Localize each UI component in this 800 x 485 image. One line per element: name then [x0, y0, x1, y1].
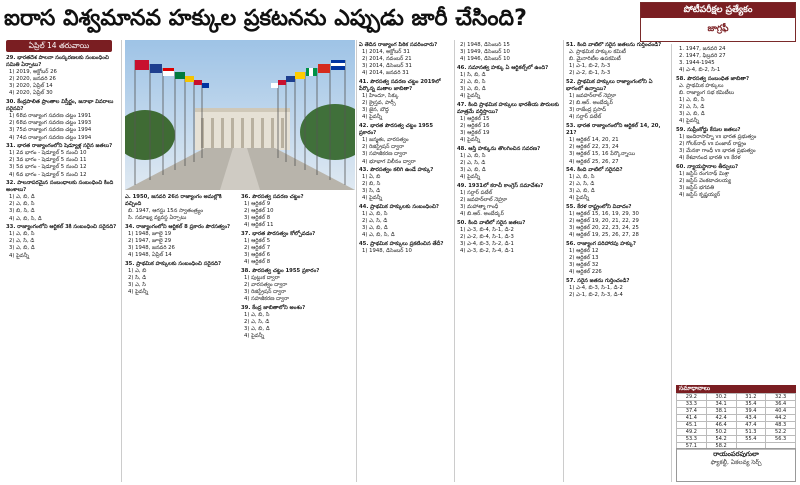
- question-option: 4) భూభాగ విలీనం ద్వారా: [362, 158, 416, 165]
- question-block: [6, 143, 118, 178]
- question-text: 45. ప్రాథమిక హక్కులు ప్రకటించిన తేదీ?: [359, 241, 444, 248]
- question-option: 1) ఎ, బి: [128, 267, 147, 274]
- question-block: [676, 46, 796, 74]
- question-block: [359, 167, 452, 202]
- column-rule: [563, 40, 564, 482]
- question-block: [359, 204, 452, 239]
- question-option: 3) ఎ, బి, డి: [460, 86, 486, 93]
- answer-row: [677, 401, 796, 408]
- answer-cell: 39.4: [736, 408, 766, 415]
- question-option: 2) క్రైస్తవ, పార్సీ: [362, 100, 396, 107]
- question-option: 2. 1947, ఫిబ్రవరి 27: [679, 53, 726, 60]
- question-option: బి. రాజ్యాంగ సభ కమిటీలు: [679, 90, 735, 97]
- question-option: 2) ఎ, సి, డి: [9, 238, 35, 245]
- question-option: 4) 6వ భాగం - షెడ్యూల్ 5 నుంచి 12: [9, 171, 87, 178]
- question-option: 2) ఎ, బి, సి: [9, 201, 35, 208]
- question-block: [241, 305, 354, 340]
- question-text: 60. న్యాయస్థానాల తీర్పులు?: [676, 164, 739, 170]
- question-option: 4) ఆర్టికల్ 19, 25, 26, 27, 28: [569, 232, 639, 239]
- author-designation: ఫ్యాకల్టీ, ఏకలవ్య సెర్చ్: [710, 459, 762, 466]
- question-text: 37. భారత పౌరసత్వం కోల్పోవడం?: [241, 230, 316, 237]
- question-block: [566, 79, 669, 122]
- question-option: 3) జైన, బౌద్ధ: [362, 107, 389, 114]
- question-option: 1) ఎ, బి, సి: [362, 211, 388, 218]
- answer-row: [677, 394, 796, 401]
- question-option: 3) ఎ, బి, డి: [569, 188, 595, 195]
- question-option: 1) ఎ-3, బి-4, సి-1, డి-2: [460, 226, 514, 233]
- question-block: [566, 204, 669, 239]
- question-option: 2) ఆర్టికల్ 19, 20, 21, 22, 29: [569, 218, 639, 225]
- question-option: 4) ఎ, బి, సి, డి: [362, 232, 395, 239]
- answer-cell: 30.2: [706, 394, 736, 401]
- question-block: [457, 183, 561, 218]
- photo-illustration: [125, 40, 355, 190]
- question-block: [6, 99, 118, 142]
- headline: ఐరాస విశ్వమానవ హక్కుల ప్రకటనను ఎప్పుడు జారీ చేసింది?: [4, 6, 527, 31]
- question-option: 1) జవహర్‌లాల్ నెహ్రూ: [569, 93, 617, 100]
- question-text: 43. పౌరసత్వం కలిగి ఉండే హక్కు?: [359, 167, 434, 174]
- question-option: 1) ఎ, బి, సి: [460, 152, 486, 159]
- question-option: 4) ఎ-4, బి-2, సి-1: [679, 67, 721, 74]
- question-option: 4) జస్టిస్ కృష్ణయ్యర్: [679, 192, 721, 199]
- answer-cell: 38.1: [706, 408, 736, 415]
- question-option: 2) సి, డి: [128, 275, 147, 282]
- question-option: 3) మేనకా గాంధీ vs భారత ప్రభుత్వం: [679, 148, 756, 155]
- question-option: 1) ఆర్టికల్ 5: [244, 238, 271, 245]
- question-option: 3) ఆర్టికల్ 8: [244, 215, 271, 222]
- question-option: 2) ఆర్టికల్ 10: [244, 208, 274, 215]
- question-option: 2) గోలక్‌నాథ్ vs పంజాబ్ రాష్ట్రం: [679, 141, 747, 148]
- question-text: 52. ప్రాథమిక హక్కులు రాజ్యాంగంలోని ఏ భాగంలో ఉన్నాయి?: [566, 78, 653, 93]
- question-option: 1) ఆర్టికల్ 15: [460, 115, 490, 122]
- question-text: 42. భారత పౌరసత్వ చట్టం 1955 ప్రకారం?: [359, 123, 434, 137]
- question-option: 1) ఎ, బి, సి: [679, 97, 705, 104]
- question-option: 4) పైవన్నీ: [569, 195, 590, 202]
- question-option: 1) ఎ, బి, సి: [244, 312, 270, 318]
- question-option: 3) రాజేంద్ర ప్రసాద్: [569, 107, 607, 114]
- question-option: 3) 1948, జనవరి 26: [128, 245, 175, 252]
- answer-cell: 40.4: [766, 408, 796, 415]
- question-option: 2) ఎ-2, బి-1, సి-3: [569, 70, 611, 77]
- question-option: 2) ఎ, బి, సి: [460, 78, 486, 85]
- question-text: 49. 1931లో కరాచీ కాంగ్రెస్ సమావేశం?: [457, 182, 544, 189]
- question-option: ఎ. ప్రాథమిక హక్కుల కమిటీ: [569, 49, 626, 56]
- question-option: 4) ఎ, బి, సి, డి: [9, 215, 42, 222]
- question-option: 3) బి, సి, డి: [9, 208, 35, 215]
- question-option: 4) పైవన్నీ: [128, 289, 149, 296]
- answer-cell: 42.4: [706, 415, 736, 422]
- question-option: 3) ఆర్టికల్ 32: [569, 262, 599, 269]
- question-option: 1) ఆర్టికల్ 14, 20, 21: [569, 137, 619, 144]
- question-option: 1) 1948, జూలై 19: [128, 230, 172, 237]
- date-badge: ఏప్రిల్ 14 తరువాయి: [6, 40, 112, 52]
- question-block: [241, 194, 354, 229]
- question-block: [125, 261, 237, 296]
- question-option: 2) 2014, నవంబర్ 21: [362, 56, 412, 63]
- question-option: 3. 1944-1945: [679, 60, 715, 67]
- question-option: 2) జవహర్‌లాల్ నెహ్రూ: [460, 196, 508, 203]
- answer-cell: 53.3: [677, 436, 707, 443]
- answer-row: [677, 408, 796, 415]
- question-option: 3) ఆర్టికల్ 19: [460, 130, 490, 137]
- question-option: 3) ఎ, బి, డి: [460, 167, 486, 174]
- question-text: 55. కేరళ రాష్ట్రంలోని వివాదం?: [566, 204, 632, 211]
- question-option: 2) 68వ రాజ్యాంగ సవరణ చట్టం 1993: [9, 120, 92, 127]
- question-option: 1) ఎ, బి, డి: [9, 194, 35, 201]
- answer-cell: 37.4: [677, 408, 707, 415]
- question-text: 38. పౌరసత్వ చట్టం 1955 ప్రకారం?: [241, 267, 320, 274]
- question-option: 1) ఎ, బి, సి: [569, 174, 595, 181]
- question-block: [457, 102, 561, 145]
- answer-cell: 52.2: [766, 429, 796, 436]
- question-option: 2) 3వ భాగం - షెడ్యూల్ 5 నుంచి 11: [9, 157, 87, 164]
- question-text: 29. భారతదేశ పాలనా సంస్కరణలకు సంబంధించి సమితి ఏర్పాటు?: [6, 55, 109, 69]
- question-block: [676, 127, 796, 162]
- question-option: 4) ఆర్టికల్ 25, 26, 27: [569, 158, 619, 165]
- answer-cell: 32.3: [766, 394, 796, 401]
- question-option: 2) బి, సి: [362, 181, 381, 188]
- question-option: 2) ఆర్టికల్ 13: [569, 255, 599, 262]
- answer-cell: 29.2: [677, 394, 707, 401]
- question-block: [457, 220, 561, 255]
- question-option: 4) సర్దార్ పటేల్: [569, 114, 602, 121]
- question-block: [6, 55, 118, 98]
- question-column-4: [359, 42, 452, 483]
- question-option: 4) ఎ-3, బి-2, సి-4, డి-1: [460, 248, 514, 255]
- question-option: 2) 1948, డిసెంబర్ 15: [460, 42, 510, 48]
- question-text: 35. ప్రాథమిక హక్కులకు సంబంధించి సరైనది?: [125, 260, 222, 267]
- question-option: 1) జస్టిస్ రంగనాథ్ మిశ్రా: [679, 171, 730, 178]
- question-text: 39. కేంద్ర జాబితాలోని అంశం?: [241, 304, 306, 311]
- question-option: 2) ఎ-2, బి-4, సి-1, డి-3: [460, 233, 514, 240]
- question-text: 33. రాజ్యాంగంలోని ఆర్టికల్ 3కి సంబంధించి సరైనది?: [6, 224, 117, 231]
- question-text: 58. పౌరసత్వ సంబంధిత జాబితా?: [676, 75, 750, 82]
- column-rule: [671, 44, 672, 482]
- question-option: ఎ. ప్రాథమిక హక్కులు: [679, 82, 724, 89]
- question-block: [457, 65, 561, 100]
- question-text: 53. భారత రాజ్యాంగంలోని ఆర్టికల్ 14, 20, 21?: [566, 123, 661, 137]
- question-option: 3) 1949, డిసెంబర్ 10: [460, 49, 510, 56]
- question-option: 1) పుట్టుక ద్వారా: [244, 275, 280, 282]
- question-block: [359, 79, 452, 122]
- question-option: 3) ఎ, బి, డి: [362, 225, 388, 232]
- question-text: 46. సమానత్వ హక్కు ఏ ఆర్టికల్స్‌లో ఉంది?: [457, 64, 549, 71]
- question-text: 32. పాలనాపరమైన సంబంధాలకు సంబంధించి కింది అంశాలు?: [6, 180, 114, 194]
- section-tag-top: పోటీపరీక్షల ప్రత్యేకం: [641, 3, 795, 18]
- question-option: 2) బి.ఆర్. అంబేద్కర్: [569, 100, 613, 107]
- question-text: 44. ప్రాథమిక హక్కులకు సంబంధించి?: [359, 204, 439, 211]
- question-text: 48. ఆస్తి హక్కును తొలగించిన సవరణ?: [457, 145, 541, 152]
- question-text: 41. పౌరసత్వ సవరణ చట్టం 2019లో పేర్కొన్న మతాల జాబితా?: [359, 78, 441, 93]
- question-option: 1) 2019, అక్టోబర్ 26: [9, 69, 57, 76]
- question-text: 36. పౌరసత్వ సవరణ చట్టం?: [241, 194, 304, 200]
- answer-cell: 54.2: [706, 436, 736, 443]
- question-option: 3) ఎ, బి, డి: [244, 326, 270, 333]
- answer-cell: 56.3: [766, 436, 796, 443]
- question-option: 1) ఎ-1, బి-2, సి-3: [569, 63, 611, 70]
- answer-row: [677, 429, 796, 436]
- question-option: 1) సర్దార్ పటేల్: [460, 189, 493, 196]
- question-text: ఏ తేదీన రాజ్యాంగ పీఠిక సవరించారు?: [359, 42, 438, 48]
- question-option: 3) మహాత్మా గాంధీ: [460, 204, 499, 211]
- question-option: 1) 2వ భాగం - షెడ్యూల్ 5 నుంచి 10: [9, 150, 87, 157]
- question-block: [566, 278, 669, 299]
- answer-cell: 41.4: [677, 415, 707, 422]
- question-column-3: [241, 194, 354, 483]
- question-option: 4) ఆర్టికల్ 11: [244, 222, 274, 229]
- question-block: [359, 241, 452, 255]
- question-block: [359, 123, 452, 166]
- answer-row: [677, 436, 796, 443]
- answer-cell: 48.3: [766, 422, 796, 429]
- question-option: 1) జన్మతః, వారసత్వం: [362, 137, 409, 144]
- question-option: 3) జస్టిస్ భగవతి: [679, 185, 715, 192]
- question-block: [241, 268, 354, 303]
- answer-cell: 49.2: [677, 429, 707, 436]
- question-option: 1) 68వ రాజ్యాంగ సవరణ చట్టం 1991: [9, 113, 92, 120]
- question-option: 1. 1947, జనవరి 24: [679, 46, 726, 52]
- question-option: 4) పైవన్నీ: [9, 252, 30, 259]
- answer-cell: 58.2: [706, 443, 736, 450]
- question-text: 54. కింది వాటిలో సరైనది?: [566, 167, 623, 174]
- question-block: [241, 231, 354, 266]
- question-column-6: [566, 42, 669, 483]
- question-option: 4) ఆర్టికల్ 226: [569, 269, 602, 276]
- question-option: 2) 2020, జనవరి 26: [9, 76, 56, 83]
- question-option: 4) పైవన్నీ: [460, 93, 481, 100]
- question-option: 2) రిజిస్ట్రేషన్ ద్వారా: [362, 144, 405, 151]
- question-option: 4) 74వ రాజ్యాంగ సవరణ చట్టం 1994: [9, 134, 92, 141]
- question-option: 2) ఎ-1, బి-2, సి-3, డి-4: [569, 292, 623, 299]
- section-tag: [640, 2, 796, 42]
- question-option: 4) పైవన్నీ: [679, 118, 700, 125]
- author-name: రాయంపరపుగులా: [713, 450, 759, 458]
- question-text: 51. కింది వాటిలో సరైన జతలను గుర్తించండి?: [566, 42, 662, 48]
- question-option: 2) ఎ, సి, డి: [679, 104, 705, 111]
- question-option: 2) ఎ, సి, డి: [460, 160, 486, 166]
- question-option: 3) ఎ, సి: [128, 282, 146, 289]
- question-text: 31. భారత రాజ్యాంగంలోని షెడ్యూళ్ల సరైన జతలు?: [6, 143, 113, 150]
- question-option: 1) 1948, డిసెంబర్ 10: [362, 248, 412, 255]
- answer-key-title: సమాధానాలు: [676, 385, 796, 393]
- question-option: 3) సి, డి: [362, 188, 381, 195]
- answer-cell: 50.2: [706, 429, 736, 436]
- question-block: [359, 42, 452, 77]
- answer-cell: 33.3: [677, 401, 707, 408]
- question-block: [676, 76, 796, 126]
- question-block: [6, 180, 118, 223]
- question-option: 2) వారసత్వం ద్వారా: [244, 282, 288, 289]
- question-column-5: [457, 42, 561, 483]
- question-option: 1) ఏ, బి: [362, 174, 381, 181]
- question-block: [566, 241, 669, 276]
- question-option: 2) ఆర్టికల్ 22, 23, 24: [569, 144, 619, 151]
- question-option: 4) 2014, జనవరి 31: [362, 70, 409, 77]
- question-option: 2) 1947, జూలై 29: [128, 238, 172, 245]
- answer-cell: 44.2: [766, 415, 796, 422]
- question-option: 1) సి, బి, డి: [460, 71, 486, 78]
- question-block: [566, 123, 669, 166]
- question-option: 1) ఎ-4, బి-3, సి-1, డి-2: [569, 285, 623, 292]
- question-option: 3) 2014, డిసెంబర్ 31: [362, 63, 412, 70]
- question-column-1: [6, 55, 118, 483]
- question-option: 3) ఆర్టికల్ 6: [244, 252, 271, 259]
- question-text: 59. సుప్రీంకోర్టు కేసుల జతలు?: [676, 127, 741, 134]
- question-option: 4) 1946, డిసెంబర్ 10: [460, 56, 510, 63]
- question-option: 2) ఆర్టికల్ 16: [460, 123, 490, 130]
- question-option: 2) ఎ, సి, డి: [362, 218, 388, 225]
- answer-cell: 45.1: [677, 422, 707, 429]
- question-option: 3) ఎ, బి, డి: [679, 111, 705, 118]
- question-option: బి. 1947, ఆగస్టు 15న స్వాతంత్ర్యం: [128, 208, 204, 215]
- question-option: 3) సహజీకరణ ద్వారా: [362, 151, 408, 158]
- question-block: [457, 42, 561, 63]
- question-option: 3) ఆర్టికల్ 20, 22, 23, 24, 25: [569, 225, 639, 232]
- question-block: [566, 42, 669, 77]
- answer-cell: 43.4: [736, 415, 766, 422]
- question-option: 4) పైవన్నీ: [362, 195, 383, 202]
- answer-cell: 31.2: [736, 394, 766, 401]
- question-text: 57. సరైన జతను గుర్తించండి?: [566, 278, 630, 284]
- question-text: 50. కింది వాటిలో సరైన జతలు?: [457, 219, 526, 226]
- answer-cell: 55.4: [736, 436, 766, 443]
- answer-row: [677, 415, 796, 422]
- question-text: 56. రాజ్యాంగ పరిహారపు హక్కు?: [566, 241, 636, 248]
- question-option: 3) ఎ, బి, డి: [9, 245, 35, 252]
- answer-cell: 35.4: [736, 401, 766, 408]
- question-option: 1) ఆర్టికల్ 15, 16, 19, 29, 30: [569, 211, 639, 218]
- question-option: 4) బి.ఆర్. అంబేద్కర్: [460, 211, 504, 218]
- question-option: 4) పైవన్నీ: [362, 114, 383, 121]
- question-text: 34. రాజ్యాంగంలోని ఆర్టికల్ 8 ప్రకారం పౌరసత్వం?: [125, 223, 231, 230]
- question-block: [125, 224, 237, 259]
- question-option: 1) ఆర్టికల్ 9: [244, 201, 271, 208]
- question-block: [566, 167, 669, 202]
- question-option: 2) జస్టిస్ వెంకటాచలయ్య: [679, 178, 732, 185]
- question-text: 30. కేంద్రపాలిత ప్రాంతాల విస్తీర్ణం, జనాభా వివరాలు సరైనవి?: [6, 99, 114, 113]
- question-option: 1) ఎ, బి, సి: [9, 231, 35, 238]
- question-option: 3) 75వ రాజ్యాంగ సవరణ చట్టం 1994: [9, 127, 92, 134]
- question-column-7: [676, 46, 796, 382]
- answer-cell: 47.4: [736, 422, 766, 429]
- question-text: 47. కింది ప్రాథమిక హక్కులు భారతీయ పౌరులకు మాత్రమే వర్తిస్తాయి?: [457, 101, 559, 115]
- question-option: 4) 1948, ఏప్రిల్ 14: [128, 252, 172, 259]
- question-option: 4) పైవన్నీ: [244, 333, 265, 340]
- question-block: [676, 164, 796, 199]
- question-option: 3) రిజిస్ట్రేషన్ ద్వారా: [244, 289, 287, 296]
- question-option: 4) పైవన్నీ: [460, 137, 481, 144]
- answer-row: [677, 422, 796, 429]
- answer-key-table: [676, 393, 796, 450]
- question-option: 3) 5వ భాగం - షెడ్యూల్ 5 నుంచి 12: [9, 164, 87, 171]
- question-option: 3) ఎ-4, బి-3, సి-2, డి-1: [460, 241, 514, 248]
- question-option: 1) ఇందిరాసాహ్ని vs భారత ప్రభుత్వం: [679, 134, 757, 141]
- un-flags-photo: [125, 40, 355, 190]
- column-rule: [356, 40, 357, 482]
- question-option: 1) 2014, అక్టోబర్ 31: [362, 49, 410, 56]
- question-block: [457, 146, 561, 181]
- question-option: బి. మైనారిటీల ఉపకమిటీ: [569, 56, 621, 63]
- column-rule: [454, 40, 455, 482]
- answer-cell: 51.3: [736, 429, 766, 436]
- question-option: 2) ఎ, సి, డి: [244, 319, 270, 326]
- section-tag-subject: జాగ్రఫీ: [707, 24, 729, 34]
- question-option: 1) ఆర్టికల్ 12: [569, 248, 599, 255]
- question-option: 3) 2020, ఏప్రిల్ 14: [9, 83, 53, 90]
- question-option: 3) ఆర్టికల్ 15, 16 పేర్కొన్నాయి: [569, 151, 636, 158]
- question-option: 4) సహజీకరణ ద్వారా: [244, 296, 290, 303]
- answer-cell: 34.1: [706, 401, 736, 408]
- answer-key: [676, 385, 796, 449]
- question-block: [125, 194, 237, 222]
- question-option: 2) ఆర్టికల్ 7: [244, 245, 271, 252]
- question-text: ఎ. 1950, జనవరి 26న రాజ్యాంగం అమల్లోకి వచ్చింది: [125, 194, 222, 208]
- answer-cell: 36.4: [766, 401, 796, 408]
- question-option: 4) పైవన్నీ: [460, 174, 481, 181]
- question-option: 4) 2020, ఏప్రిల్ 30: [9, 90, 53, 97]
- answer-cell: 46.4: [706, 422, 736, 429]
- question-option: 2) ఎ, సి, డి: [569, 181, 595, 188]
- column-rule: [121, 40, 122, 482]
- question-option: 4) ఆర్టికల్ 8: [244, 259, 271, 266]
- question-option: 1) హిందూ, సిక్కు: [362, 93, 399, 100]
- question-option: సి. సమాఖ్య వ్యవస్థ ఏర్పాటు: [128, 215, 187, 222]
- question-block: [6, 224, 118, 259]
- answer-cell: 57.1: [677, 443, 707, 450]
- question-column-2: [125, 194, 237, 483]
- question-option: 4) కేశవానంద భారతి vs కేరళ: [679, 155, 741, 162]
- author-box: [676, 448, 796, 482]
